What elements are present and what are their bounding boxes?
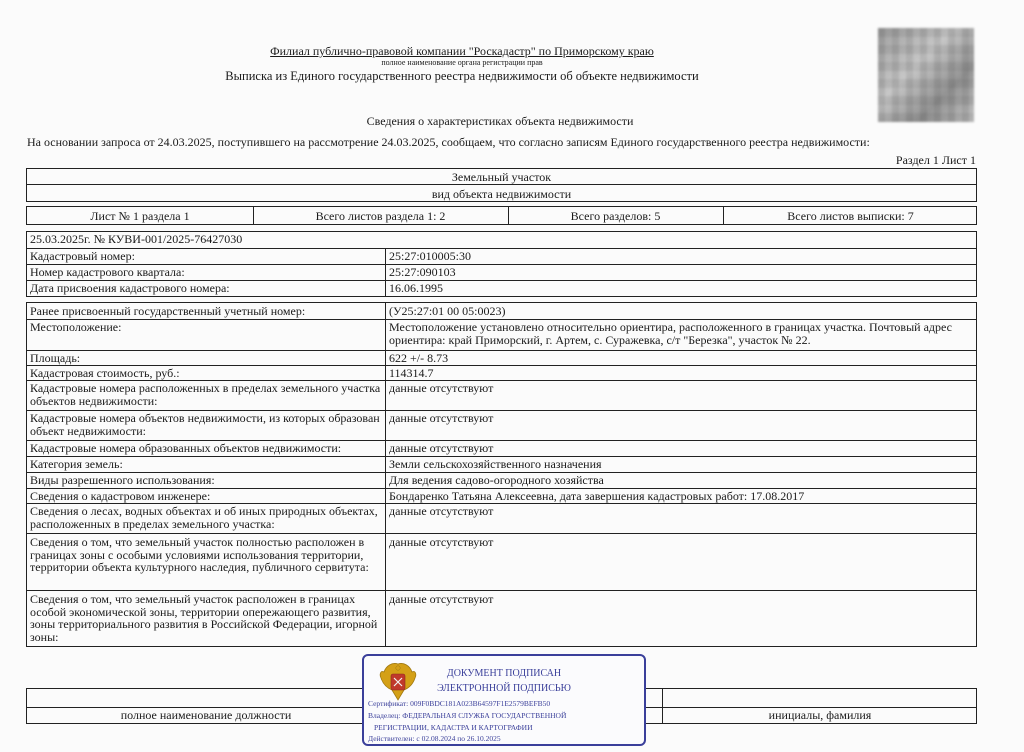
object-type-block [26, 168, 977, 202]
object-type-caption: вид объекта недвижимости [431, 187, 572, 201]
total-sections: Всего разделов: 5 [570, 209, 661, 223]
row-value: данные отсутствуют [389, 441, 494, 455]
sheet-number: Лист № 1 раздела 1 [90, 209, 190, 223]
row-label: Сведения о кадастровом инженере: [30, 489, 211, 503]
stamp-owner: Владелец: ФЕДЕРАЛЬНАЯ СЛУЖБА ГОСУДАРСТВЕННОЙ [368, 711, 567, 720]
row-value: Бондаренко Татьяна Алексеевна, дата завершения кадастровых работ: 17.08.2017 [389, 489, 805, 503]
row-value: Земли сельскохозяйственного назначения [389, 457, 602, 471]
row-label: Ранее присвоенный государственный учетный номер: [30, 304, 306, 318]
stamp-owner-2: РЕГИСТРАЦИИ, КАДАСТРА И КАРТОГРАФИИ [374, 723, 533, 732]
row-label: Категория земель: [30, 457, 123, 471]
row-value: (У25:27:01 00 05:0023) [389, 304, 506, 318]
row-value: 25:27:010005:30 [389, 249, 472, 263]
stamp-title: ДОКУМЕНТ ПОДПИСАН [446, 668, 562, 679]
row-label: Сведения о том, что земельный участок расположен в границах особой экономической зоны, территории опережающего развития, зоны территориального развития в Российской Федерации, игорной зоны: [30, 592, 378, 644]
total-sheets: Всего листов выписки: 7 [787, 209, 914, 223]
row-value: данные отсутствуют [389, 504, 494, 518]
row-label: Сведения о том, что земельный участок полностью расположен в границах зоны с особыми условиями использования территории, территории объекта культурного наследия, публичного сервитута: [30, 535, 369, 574]
row-value: 622 +/- 8.73 [389, 351, 449, 365]
row-label: Кадастровые номера объектов недвижимости, из которых образован объект недвижимости: [30, 411, 380, 438]
identification-table [26, 231, 977, 297]
intro-text: На основании запроса от 24.03.2025, поступившего на рассмотрение 24.03.2025, сообщаем, что согласно записям Единого государственного реестра недвижимости: [27, 135, 870, 149]
row-label: Местоположение: [30, 320, 122, 334]
blurred-qr-code [878, 28, 974, 122]
row-label: Номер кадастрового квартала: [30, 265, 185, 279]
org-caption: полное наименование органа регистрации прав [381, 58, 543, 67]
row-value: данные отсутствуют [389, 592, 494, 606]
position-caption: полное наименование должности [120, 708, 292, 722]
row-value: данные отсутствуют [389, 381, 494, 395]
row-value: 25:27:090103 [389, 265, 456, 279]
row-label: Кадастровые номера образованных объектов недвижимости: [30, 441, 342, 455]
row-label: Кадастровый номер: [30, 249, 135, 263]
row-value: Местоположение установлено относительно ориентира, расположенного в границах участка. Почтовый адрес ориентира: край Приморский, г. Артем, с. Суражевка, с/т "Березка", участок № 22. [389, 320, 952, 347]
object-type: Земельный участок [451, 170, 552, 184]
row-label: Виды разрешенного использования: [30, 473, 215, 487]
section-title: Сведения о характеристиках объекта недвижимости [366, 114, 634, 128]
row-value: данные отсутствуют [389, 411, 494, 425]
row-value: 16.06.1995 [389, 281, 443, 295]
row-value: данные отсутствуют [389, 535, 494, 549]
row-label: Дата присвоения кадастрового номера: [30, 281, 230, 295]
stamp-subtitle: ЭЛЕКТРОННОЙ ПОДПИСЬЮ [437, 683, 571, 694]
row-label: Сведения о лесах, водных объектах и об иных природных объектах, расположенных в пределах земельного участка: [30, 504, 378, 531]
name-caption: инициалы, фамилия [768, 708, 872, 722]
stamp-validity: Действителен: с 02.08.2024 по 26.10.2025 [368, 734, 501, 743]
org-name: Филиал публично-правовой компании "Роскадастр" по Приморскому краю [270, 44, 654, 58]
sheet-info-row [26, 206, 977, 225]
total-sheets-section: Всего листов раздела 1: 2 [315, 209, 446, 223]
characteristics-table [26, 302, 977, 647]
section-sheet: Раздел 1 Лист 1 [895, 153, 976, 167]
stamp-certificate: Сертификат: 009F0BDC181A023B64597F1E2579BEFB50 [368, 699, 551, 708]
row-label: Площадь: [30, 351, 81, 365]
row-value: 114314.7 [389, 366, 434, 380]
row-value: Для ведения садово-огородного хозяйства [389, 473, 604, 487]
e-signature-stamp [362, 654, 646, 746]
doc-number: 25.03.2025г. № КУВИ-001/2025-76427030 [30, 232, 243, 246]
row-label: Кадастровые номера расположенных в пределах земельного участка объектов недвижимости: [30, 381, 381, 408]
doc-title: Выписка из Единого государственного реестра недвижимости об объекте недвижимости [225, 69, 699, 83]
row-label: Кадастровая стоимость, руб.: [30, 366, 180, 380]
